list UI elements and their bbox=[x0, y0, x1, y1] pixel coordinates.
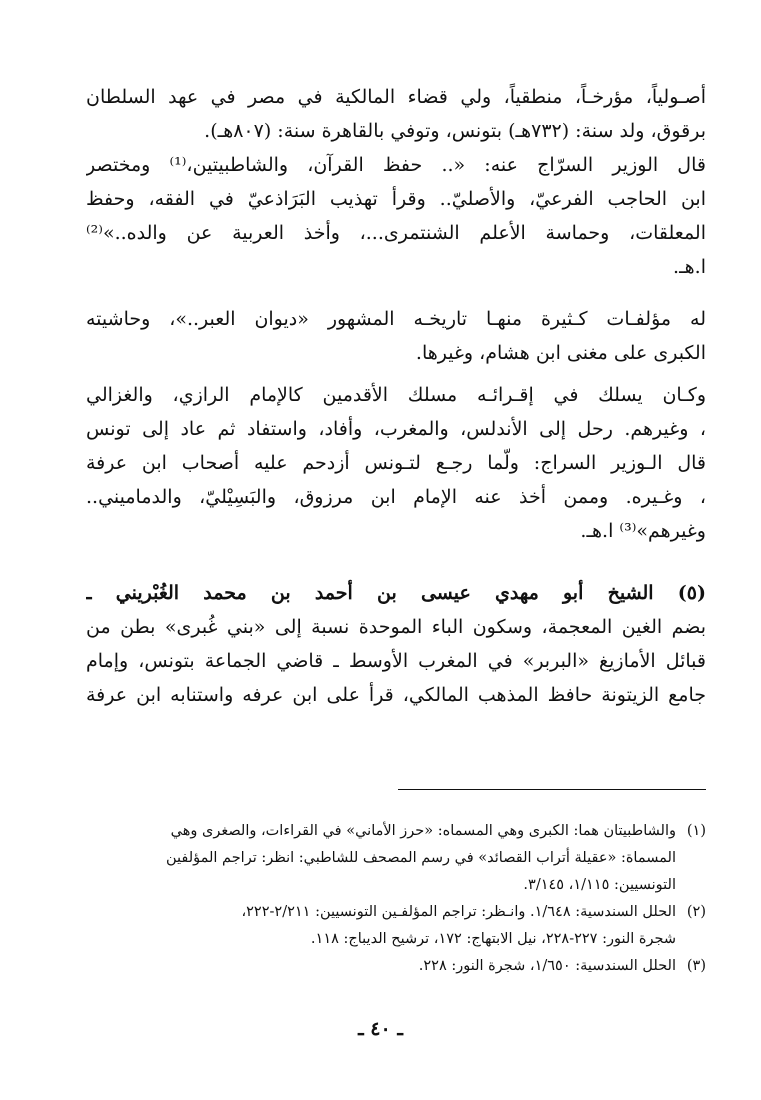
text-line: قال الـوزير السراج: ولّما رجـع لتـونس أزدحم عليه أصحاب ابن عرفة bbox=[86, 452, 706, 474]
footnote-line: المسماة: «عقيلة أتراب القصائد» في رسم المصحف للشاطبي: انظر: تراجم المؤلفين bbox=[165, 850, 676, 866]
paragraph-works bbox=[86, 302, 706, 370]
paragraph-teaching bbox=[86, 378, 706, 548]
main-text bbox=[86, 80, 706, 712]
footnote-line: والشاطبيتان هما: الكبرى وهي المسماه: «حرز الأماني» في القراءات، والصغرى وهي bbox=[170, 823, 676, 839]
text-line: المعلقات، وحماسة الأعلم الشنتمرى...، وأخذ العربية عن والده..»⁽²⁾ bbox=[86, 222, 706, 244]
text-line: أصـولياً، مؤرخـاً، منطقياً، ولي قضاء المالكية في مصر في عهد السلطان bbox=[86, 86, 706, 108]
text-line: له مؤلفـات كـثيرة منهـا تاريخـه المشهور «ديوان العبر..»، وحاشيته bbox=[86, 308, 706, 330]
text-line: ، وغيرهم. رحل إلى الأندلس، والمغرب، وأفاد، واستفاد ثم عاد إلى تونس bbox=[86, 418, 706, 440]
text-line: ، وغـيره. وممن أخذ عنه الإمام ابن مرزوق، والبَسِيْليّ، والدماميني.. bbox=[86, 486, 706, 508]
footnotes bbox=[86, 818, 706, 980]
text-line: وغيرهم»⁽³⁾ ا.هـ. bbox=[580, 520, 706, 542]
text-line: قال الوزير السرّاج عنه: «.. حفظ القرآن، والشاطبيتين،⁽¹⁾ ومختصر bbox=[86, 154, 706, 176]
text-line: ا.هـ. bbox=[673, 256, 706, 278]
footnote-line: الحلل السندسية: ١/٦٤٨. وانـظر: تراجم المؤلفـين التونسيين: ٢/٢١١-٢٢٢، bbox=[241, 904, 676, 920]
text-line: بضم الغين المعجمة، وسكون الباء الموحدة نسبة إلى «بني غُبرى» بطن من bbox=[86, 616, 706, 638]
text-line: قبائل الأمازيغ «البربر» في المغرب الأوسط ـ قاضي الجماعة بتونس، وإمام bbox=[86, 650, 706, 672]
text-line: جامع الزيتونة حافظ المذهب المالكي، قرأ على ابن عرفه واستنابه ابن عرفة bbox=[86, 684, 706, 706]
footnote-line: شجرة النور: ٢٢٧-٢٢٨، نيل الابتهاج: ١٧٢، ترشيح الديباج: ١١٨. bbox=[310, 931, 676, 947]
text-line: وكـان يسلك في إقـرائـه مسلك الأقدمين كالإمام الرازي، والغزالي bbox=[86, 384, 706, 406]
footnote-separator bbox=[398, 789, 706, 790]
footnote-number: (١) bbox=[686, 823, 706, 839]
footnote-1 bbox=[86, 818, 706, 899]
footnote-line: التونسيين: ١/١١٥، ٣/١٤٥. bbox=[523, 877, 676, 893]
footnote-number: (٣) bbox=[686, 958, 706, 974]
text-line: الكبرى على مغنى ابن هشام، وغيرها. bbox=[415, 342, 706, 364]
footnote-line: الحلل السندسية: ١/٦٥٠، شجرة النور: ٢٢٨. bbox=[418, 958, 676, 974]
footnote-number: (٢) bbox=[686, 904, 706, 920]
text-line: برقوق، ولد سنة: (٧٣٢هـ) بتونس، وتوفي بالقاهرة سنة: (٨٠٧هـ). bbox=[204, 120, 706, 142]
footnote-3 bbox=[86, 953, 706, 980]
paragraph-siraj-quote bbox=[86, 148, 706, 284]
paragraph-biography-intro bbox=[86, 80, 706, 148]
entry-heading-line: (٥) الشيخ أبو مهدي عيسى بن أحمد بن محمد الغُبْريني ـ bbox=[86, 582, 706, 604]
page-number: ـ ٤٠ ـ bbox=[358, 1018, 403, 1040]
text-line: ابن الحاجب الفرعيّ، والأصليّ.. وقرأ تهذيب البَرَاذعيّ في الفقه، وحفظ bbox=[86, 188, 706, 210]
footnote-2 bbox=[86, 899, 706, 953]
paragraph-ghubrini-entry bbox=[86, 576, 706, 712]
